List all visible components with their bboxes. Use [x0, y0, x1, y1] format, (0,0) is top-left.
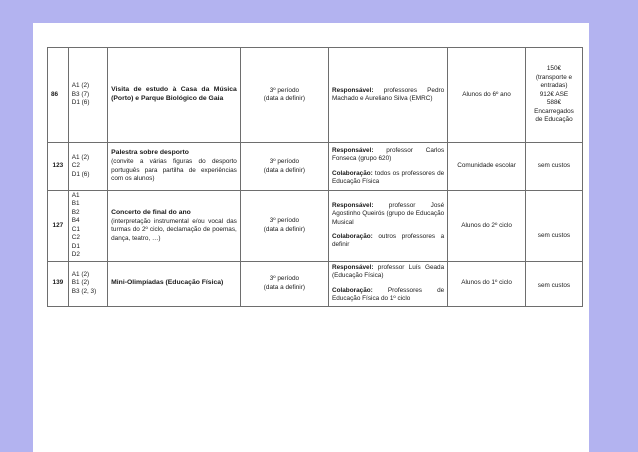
- cost-cell: [525, 48, 582, 143]
- collaboration-label: Colaboração:: [331, 233, 373, 241]
- objective: A1: [71, 192, 80, 199]
- responsible-label: Responsável:: [331, 86, 374, 94]
- cost-line: 912€ ASE: [539, 90, 569, 98]
- collaboration-label: Colaboração:: [331, 286, 373, 294]
- period-cell: [240, 143, 328, 191]
- responsible-text: professores Pedro Machado e Aureliano Silva (EMRC): [331, 86, 445, 102]
- table-row: [48, 261, 583, 306]
- objectives-cell: [68, 261, 107, 306]
- period-note: (data a definir): [263, 283, 305, 291]
- audience-cell: Alunos do 2º ciclo: [448, 191, 526, 262]
- collaboration-label: Colaboração:: [331, 169, 373, 177]
- objective: B3 (2, 3): [71, 287, 97, 295]
- period-cell: [240, 191, 328, 262]
- activities-table: [47, 47, 583, 307]
- objective: B1: [71, 200, 80, 208]
- objective: D2: [71, 251, 80, 259]
- cost-cell: [525, 261, 582, 306]
- activity-title: Palestra sobre desporto: [111, 149, 189, 157]
- activity-id: 139: [48, 261, 69, 306]
- cost-line: Encarregados: [534, 107, 574, 115]
- objective: A1 (2): [71, 270, 90, 278]
- activity-description: (convite a várias figuras do desporto português para partilha de experiências com os alunos): [111, 158, 237, 183]
- period-note: (data a definir): [263, 95, 305, 102]
- objective: C2: [71, 234, 80, 242]
- cost-cell: [525, 191, 582, 262]
- activity-cell: [108, 48, 241, 143]
- objectives-cell: [68, 191, 107, 262]
- cost-cell: [525, 143, 582, 191]
- responsible-cell: [328, 48, 447, 143]
- objective: D1 (6): [71, 99, 90, 107]
- activity-title: Visita de estudo à Casa da Música (Porto) e Parque Biológico de Gaia: [111, 86, 237, 102]
- cost-line: (transporte e: [535, 73, 573, 81]
- responsible-label: Responsável:: [331, 263, 374, 271]
- table-row: [48, 143, 583, 191]
- collaboration-text: Professores de Educação Física do 1º ciclo: [331, 286, 445, 303]
- collaboration-text: todos os professores de Educação Física: [331, 169, 445, 185]
- activity-cell: [108, 191, 241, 262]
- table-row: [48, 48, 583, 143]
- cost-line: 588€: [546, 99, 562, 107]
- period-cell: [240, 261, 328, 306]
- activity-title: Concerto de final do ano: [111, 208, 191, 216]
- responsible-label: Responsável:: [331, 146, 374, 154]
- objective: B1 (2): [71, 279, 90, 287]
- objective: A1 (2): [71, 153, 90, 161]
- responsible-cell: [328, 191, 447, 262]
- activity-cell: [108, 143, 241, 191]
- objective: B3 (7): [71, 90, 90, 98]
- table-row: [48, 191, 583, 262]
- activity-id: 123: [48, 143, 69, 191]
- document-page: [33, 23, 589, 452]
- period: 3º período: [269, 217, 300, 225]
- collaboration-text: outros professores a definir: [331, 233, 445, 249]
- period: 3º período: [269, 158, 300, 166]
- audience-cell: Comunidade escolar: [448, 143, 526, 191]
- cost-line: de Educação: [535, 116, 573, 124]
- objective: A1 (2): [71, 82, 90, 90]
- responsible-text: professor Carlos Fonseca (grupo 620): [331, 146, 445, 163]
- activity-id: 127: [48, 191, 69, 262]
- activity-id: 86: [48, 48, 69, 143]
- objective: B4: [71, 217, 80, 225]
- responsible-cell: [328, 261, 447, 306]
- period-cell: [240, 48, 328, 143]
- period: 3º período: [269, 86, 300, 94]
- responsible-label: Responsável:: [331, 201, 374, 209]
- period: 3º período: [269, 275, 300, 283]
- activity-description: (interpretação instrumental e/ou vocal das turmas do 2º ciclo, declamação de poemas, dança, teatro, …): [111, 217, 237, 242]
- objective: D1 (6): [71, 170, 90, 178]
- cost-line: sem custos: [537, 281, 571, 289]
- cost-line: sem custos: [537, 232, 571, 240]
- responsible-text: professor José Agostinho Queirós (grupo de Educação Musical: [331, 201, 445, 226]
- objective: C1: [71, 225, 80, 233]
- cost-line: entradas): [540, 82, 568, 90]
- cost-line: sem custos: [537, 162, 571, 170]
- objectives-cell: [68, 143, 107, 191]
- cost-line: 150€: [546, 65, 562, 73]
- objectives-cell: [68, 48, 107, 143]
- period-note: (data a definir): [263, 166, 305, 174]
- audience-cell: Alunos do 6º ano: [448, 48, 526, 143]
- activity-title: Mini-Olimpíadas (Educação Física): [111, 279, 224, 287]
- objective: D1: [71, 242, 80, 250]
- audience-cell: Alunos do 1º ciclo: [448, 261, 526, 306]
- responsible-cell: [328, 143, 447, 191]
- period-note: (data a definir): [263, 225, 305, 233]
- objective: B2: [71, 208, 80, 216]
- responsible-text: professor Luís Geada (Educação Física): [331, 263, 445, 280]
- activity-cell: [108, 261, 241, 306]
- objective: C2: [71, 162, 80, 170]
